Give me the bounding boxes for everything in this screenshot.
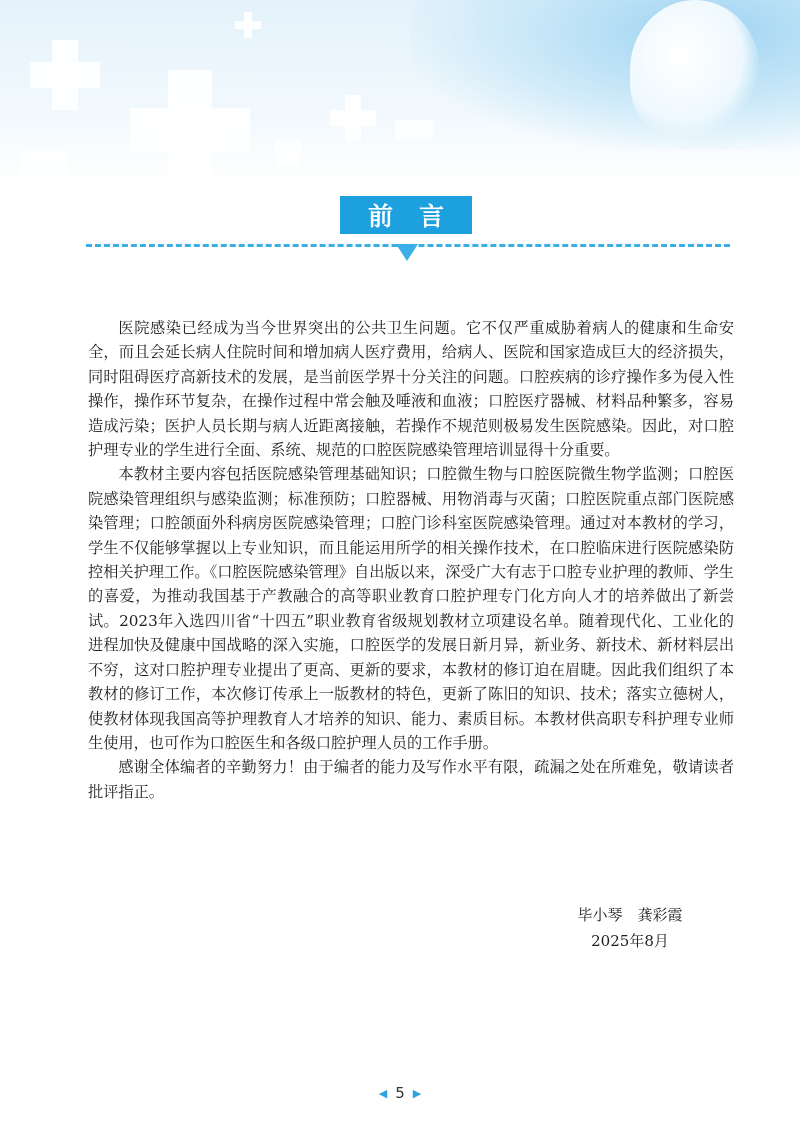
paragraph: 感谢全体编者的辛勤努力！由于编者的能力及写作水平有限，疏漏之处在所难免，敬请读者批评指正。 <box>88 758 734 801</box>
page-title: 前言 <box>340 196 472 234</box>
medical-cross-decoration <box>235 12 261 38</box>
next-page-icon[interactable]: ▶ <box>412 1086 422 1100</box>
square-decoration <box>395 120 433 140</box>
tooth-illustration <box>630 0 760 140</box>
square-decoration <box>275 140 301 166</box>
page-number: 5 <box>395 1084 405 1102</box>
medical-cross-decoration <box>330 95 376 141</box>
author-names: 毕小琴 龚彩霞 <box>577 906 683 924</box>
medical-cross-decoration <box>130 70 250 190</box>
medical-cross-decoration <box>30 40 100 110</box>
paragraph: 本教材主要内容包括医院感染管理基础知识；口腔微生物与口腔医院微生物学监测；口腔医院感染管理组织与感染监测；标准预防；口腔器械、用物消毒与灭菌；口腔医院重点部门医院感染管理；口腔颌面外科病房医院感染管理；口腔门诊科室医院感染管理。通过对本教材的学习，学生不仅能够掌握以上专业知识，而且能运用所学的相关操作技术，在口腔临床进行医院感染防控相关护理工作。《口腔医院感染管理》自出版以来，深受广大有志于口腔专业护理的教师、学生的喜爱，为推动我国基于产教融合的高等职业教育口腔护理专门化方向人才的培养做出了新尝试。2023年入选四川省“十四五”职业教育省级规划教材立项建设名单。随着现代化、工业化的进程加快及健康中国战略的深入实施，口腔医学的发展日新月异，新业务、新技术、新材料层出不穷，这对口腔护理专业提出了更高、更新的要求，本教材的修订迫在眉睫。因此我们组织了本教材的修订工作，本次修订传承上一版教材的特色，更新了陈旧的知识、技术；落实立德树人，使教材体现我国高等护理教育人才培养的知识、能力、素质目标。本教材供高职专科护理专业师生使用，也可作为口腔医生和各级口腔护理人员的工作手册。 <box>88 465 734 752</box>
divider-arrow-icon <box>396 244 418 261</box>
preface-body <box>88 316 734 804</box>
square-decoration <box>20 150 68 184</box>
signature-date: 2025年8月 <box>591 932 669 950</box>
paragraph: 医院感染已经成为当今世界突出的公共卫生问题。它不仅严重威胁着病人的健康和生命安全，而且会延长病人住院时间和增加病人医疗费用，给病人、医院和国家造成巨大的经济损失，同时阻碍医疗高新技术的发展，是当前医学界十分关注的问题。口腔疾病的诊疗操作多为侵入性操作，操作环节复杂，在操作过程中常会触及唾液和血液；口腔医疗器械、材料品种繁多，容易造成污染；医护人员长期与病人近距离接触，若操作不规范则极易发生医院感染。因此，对口腔护理专业的学生进行全面、系统、规范的口腔医院感染管理培训显得十分重要。 <box>88 319 734 460</box>
page-footer <box>0 1084 800 1102</box>
signature-block <box>560 902 700 954</box>
prev-page-icon[interactable]: ◀ <box>378 1086 388 1100</box>
header-background <box>0 0 800 190</box>
